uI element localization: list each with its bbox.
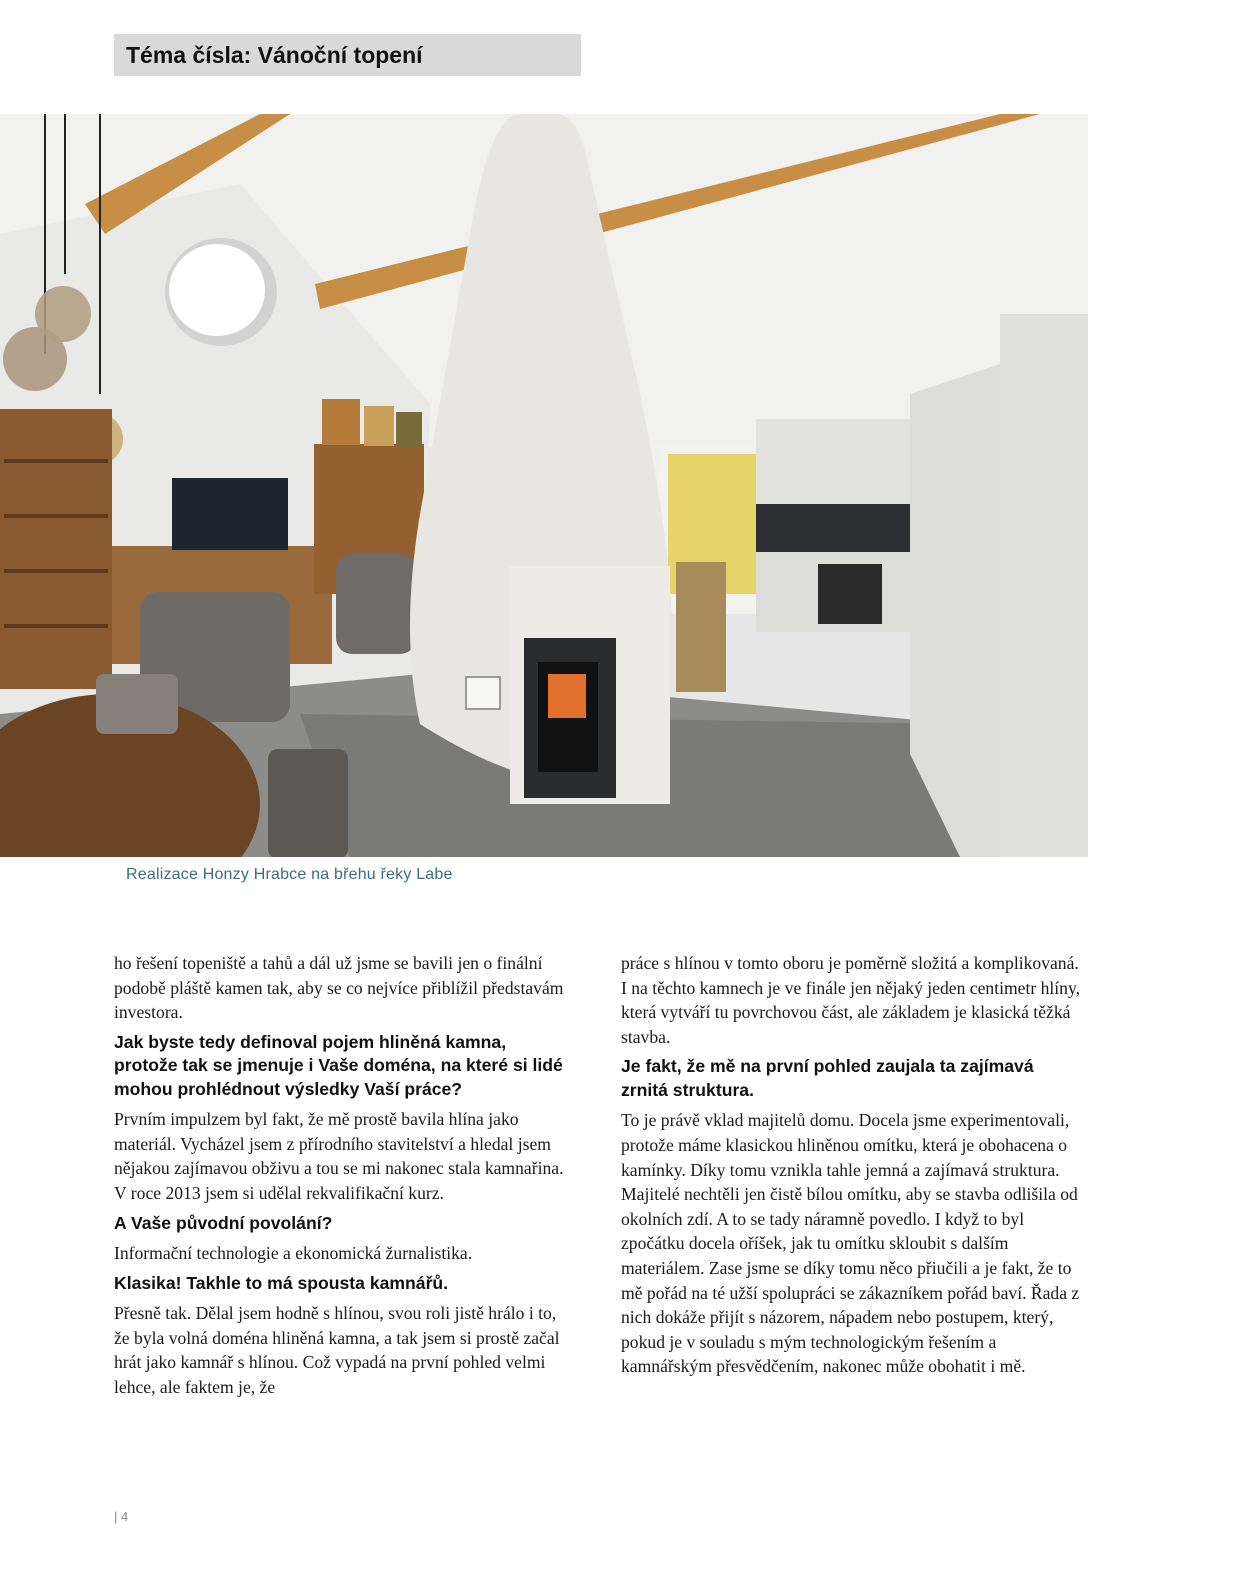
page-number: | 4 <box>114 1509 129 1524</box>
interview-question: A Vaše původní povolání? <box>114 1212 333 1233</box>
paragraph: Informační technologie a ekonomická žurnalistika. <box>114 1243 473 1264</box>
paragraph: práce s hlínou v tomto oboru je poměrně složitá a komplikovaná. I na těchto kamnech je ve finále jen nějaký jeden centimetr hlíny, která vytváří tu povrchovou část, ale základem je klasická těžká stavba. <box>621 953 1081 1047</box>
paragraph: To je právě vklad majitelů domu. Docela jsme experimentovali, protože máme klasickou hliněnou omítku, která je obohacena o kamínky. Díky tomu vznikla tahle jemná a zajímavá struktura. Majitelé nechtěli jen čistě bílou omítku, aby se stavba odlišila od okolních zdí. A to se tady náramně povedlo. I když to byl zpočátku docela oříšek, jak tu omítku skloubit s dalším materiálem. Zase jsme se díky tomu něco přiučili a je fakt, že to mě pořád na té užší spolupráci se zákazníkem pořád baví. Řada z nich dokáže přijít s názorem, nápadem nebo postupem, který, pokud je v souladu s mým technologickým řešením a kamnářským přesvědčením, nakonec může obohatit i mě. <box>621 1110 1080 1377</box>
paragraph: ho řešení topeniště a tahů a dál už jsme se bavili jen o finální podobě pláště kamen tak, aby se co nejvíce přiblížil představám investora. <box>114 953 564 1023</box>
article-column-left <box>114 951 574 1406</box>
photo-caption: Realizace Honzy Hrabce na břehu řeky Labe <box>126 866 453 883</box>
section-title: Téma čísla: Vánoční topení <box>114 34 581 76</box>
interview-question: Jak byste tedy definoval pojem hliněná kamna, protože tak se jmenuje i Vaše doména, na které si lidé mohou prohlédnout výsledky Vaší práce? <box>114 1031 563 1099</box>
interview-question: Je fakt, že mě na první pohled zaujala ta zajímavá zrnitá struktura. <box>621 1056 1034 1100</box>
paragraph: Prvním impulzem byl fakt, že mě prostě bavila hlína jako materiál. Vycházel jsem z přírodního stavitelství a hledal jsem nějakou zajímavou obživu a tou se mi nakonec stala kamnařina. V roce 2013 jsem si udělal rekvalifikační kurz. <box>114 1109 564 1204</box>
article-column-right <box>621 951 1081 1385</box>
interview-question: Klasika! Takhle to má spousta kamnářů. <box>114 1272 449 1293</box>
interior-photo <box>0 114 1088 857</box>
paragraph: Přesně tak. Dělal jsem hodně s hlínou, svou roli jistě hrálo i to, že byla volná doména hliněná kamna, a tak jsem si prostě začal hrát jako kamnář s hlínou. Což vypadá na první pohled velmi lehce, ale faktem je, že <box>114 1303 560 1398</box>
